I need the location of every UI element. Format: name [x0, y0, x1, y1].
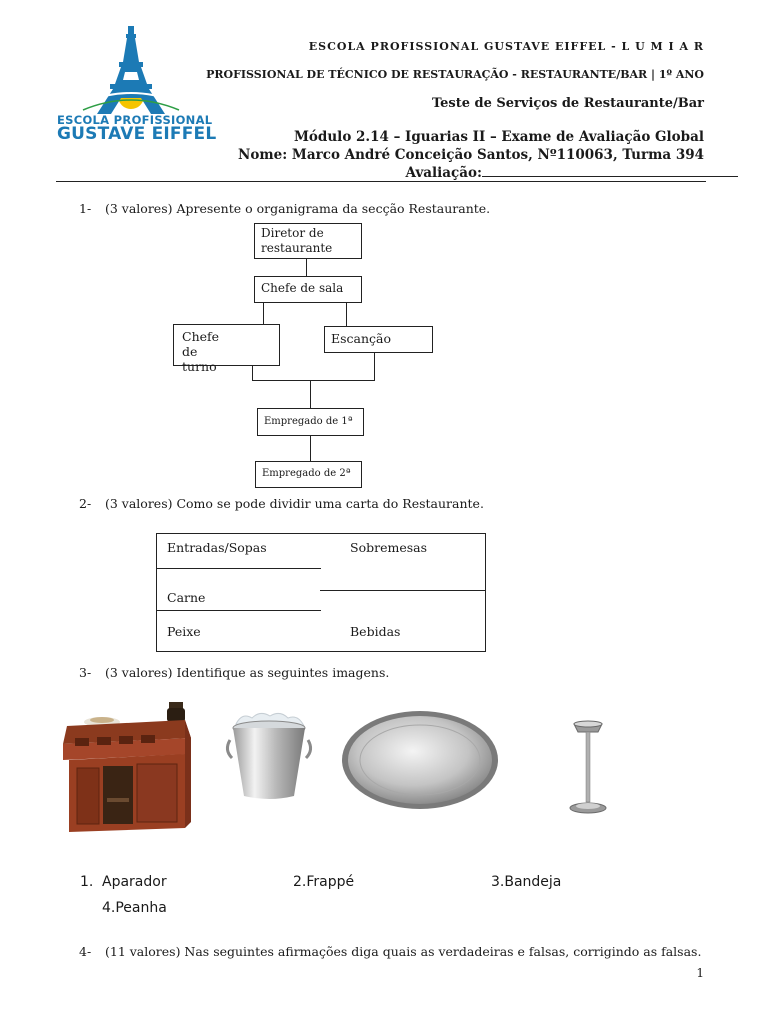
- question-1-number: 1-: [79, 201, 92, 216]
- answer-1-number: 1.: [80, 874, 94, 890]
- header-student-name: Nome: Marco André Conceição Santos, Nº110063, Turma 394: [238, 147, 704, 163]
- header-school: ESCOLA PROFISSIONAL GUSTAVE EIFFEL - L U M I A R: [308, 40, 704, 53]
- menu-divider: [157, 610, 321, 611]
- org-box-chef-sala: Chefe de sala: [254, 276, 362, 303]
- header-evaluation: [406, 164, 738, 181]
- menu-cell-bebidas: Bebidas: [350, 624, 401, 639]
- org-box-director: Diretor de restaurante: [254, 223, 362, 259]
- menu-cell-sobremesas: Sobremesas: [350, 540, 427, 555]
- org-connector: [310, 380, 311, 408]
- org-connector: [263, 302, 264, 324]
- menu-divider: [157, 568, 321, 569]
- answer-1-text: Aparador: [102, 874, 167, 890]
- question-2: [79, 496, 484, 511]
- question-3-text: (3 valores) Identifique as seguintes imagens.: [104, 665, 390, 680]
- question-1: [79, 201, 490, 216]
- header-test-title: Teste de Serviços de Restaurante/Bar: [431, 96, 704, 111]
- menu-cell-entradas: Entradas/Sopas: [167, 540, 267, 555]
- question-4-number: 4-: [79, 944, 92, 959]
- question-3-number: 3-: [79, 665, 92, 680]
- question-4: [79, 944, 701, 959]
- org-connector: [346, 302, 347, 326]
- org-box-empregado-2: Empregado de 2ª: [255, 461, 362, 488]
- org-box-escancao: Escanção: [324, 326, 433, 353]
- org-box-chefe-turno: Chefe de turno: [173, 324, 280, 366]
- answer-4: 4.Peanha: [102, 900, 167, 916]
- org-connector: [310, 436, 311, 461]
- org-connector: [374, 353, 375, 380]
- org-box-empregado-1: Empregado de 1ª: [257, 408, 364, 436]
- eiffel-tower-logo-icon: [55, 24, 210, 119]
- evaluation-label: Avaliação:: [405, 165, 482, 181]
- page-number: 1: [696, 966, 704, 980]
- header-course: PROFISSIONAL DE TÉCNICO DE RESTAURAÇÃO - RESTAURANTE/BAR | 1º ANO: [206, 68, 704, 81]
- aparador-image: [57, 698, 197, 836]
- peanha-image: [566, 718, 610, 816]
- question-3: [79, 665, 389, 680]
- evaluation-blank: [482, 164, 738, 177]
- frappe-image: [222, 710, 316, 802]
- question-2-text: (3 valores) Como se pode dividir uma carta do Restaurante.: [104, 496, 484, 511]
- answer-2: 2.Frappé: [293, 874, 355, 890]
- question-4-text: (11 valores) Nas seguintes afirmações diga quais as verdadeiras e falsas, corrigindo as falsas.: [104, 944, 702, 959]
- menu-division-table: [156, 533, 486, 652]
- menu-cell-carne: Carne: [167, 590, 206, 605]
- header-divider: [56, 181, 706, 182]
- answer-1: [80, 874, 167, 890]
- header-module: Módulo 2.14 – Iguarias II – Exame de Avaliação Global: [293, 129, 704, 145]
- question-1-text: (3 valores) Apresente o organigrama da secção Restaurante.: [104, 201, 491, 216]
- org-connector: [252, 366, 253, 381]
- org-connector: [252, 380, 375, 381]
- bandeja-image: [340, 708, 500, 812]
- school-logo: [55, 24, 217, 149]
- logo-line1: ESCOLA PROFISSIONAL: [57, 113, 213, 127]
- menu-cell-peixe: Peixe: [167, 624, 201, 639]
- logo-line2: GUSTAVE EIFFEL: [57, 124, 217, 144]
- menu-divider: [320, 590, 486, 591]
- question-2-number: 2-: [79, 496, 92, 511]
- answer-3: 3.Bandeja: [491, 874, 562, 890]
